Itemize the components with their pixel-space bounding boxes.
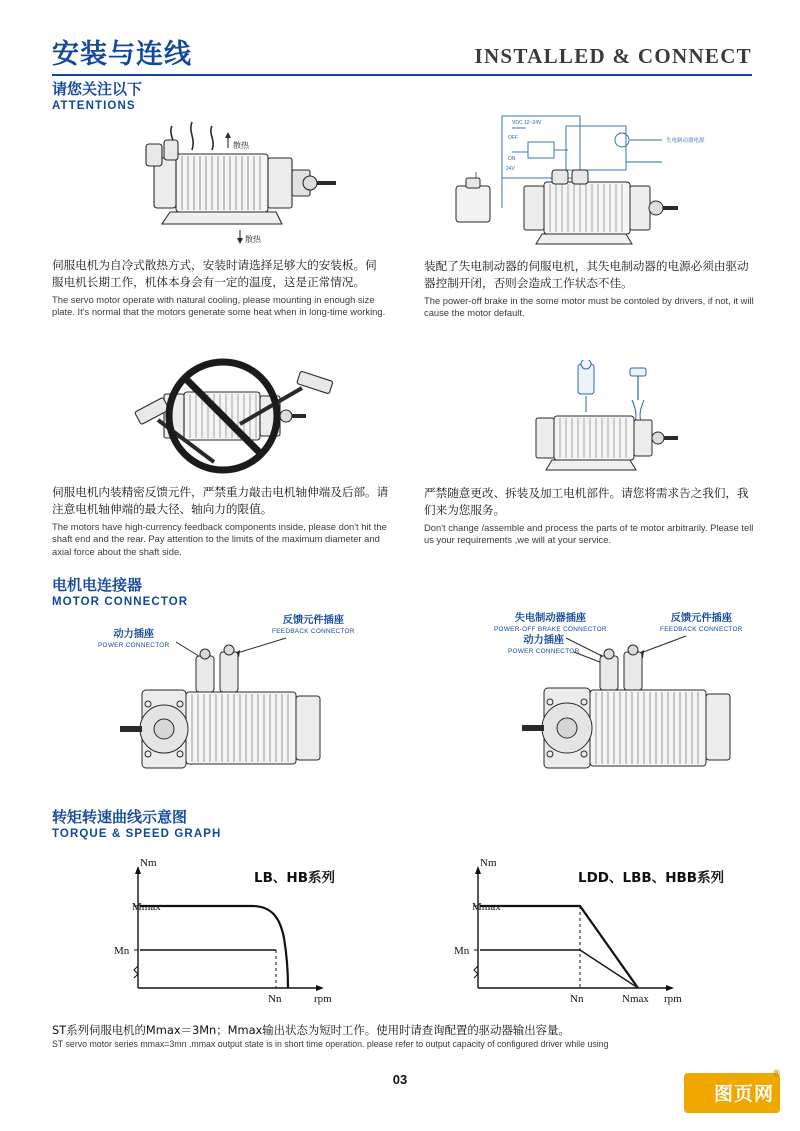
svg-text:Nn: Nn — [570, 993, 584, 1005]
svg-text:ON: ON — [508, 156, 516, 162]
illustration-motor-connector-right — [490, 608, 770, 796]
section-heading-graph-en: TORQUE & SPEED GRAPH — [52, 828, 222, 840]
connector-label-feedback-right-cn: 反馈元件插座 — [670, 613, 732, 624]
section-heading-attentions — [52, 80, 142, 114]
connector-label-power-left-en: POWER CONNECTOR — [98, 642, 170, 649]
svg-text:VDC 12~24V: VDC 12~24V — [512, 120, 542, 126]
connector-label-feedback-right-en: FEEDBACK CONNECTOR — [660, 626, 743, 633]
section-heading-connector-en: MOTOR CONNECTOR — [52, 596, 189, 608]
connector-label-power-left-cn: 动力插座 — [113, 629, 155, 640]
page-number: 03 — [392, 1072, 408, 1087]
section-heading-attentions-en: ATTENTIONS — [52, 100, 136, 112]
caption-natural-cooling-cn: 伺服电机为自冷式散热方式，安装时请选择足够大的安装板。伺服电机长期工作，机体本身会有一定的温度，这是正常情况。 — [52, 258, 377, 289]
svg-text:rpm: rpm — [664, 993, 682, 1005]
connector-label-power-right-cn: 动力插座 — [523, 635, 565, 646]
caption-natural-cooling — [52, 257, 387, 319]
section-heading-connector — [52, 576, 188, 610]
caption-natural-cooling-en: The servo motor operate with natural cooling, please mounting in enough size plate. It's normal that the motors generate some heat when in long-time working. — [52, 294, 386, 318]
svg-text:OFF: OFF — [508, 135, 518, 141]
caption-brake-power-en: The power-off brake in the some motor must be contoled by drivers, if not, it will cause the motor default. — [424, 295, 754, 319]
svg-text:Mmax: Mmax — [132, 901, 161, 913]
section-heading-attentions-cn: 请您关注以下 — [52, 80, 143, 98]
caption-no-hammering — [52, 484, 394, 558]
chart-right — [452, 852, 712, 1012]
svg-text:24V: 24V — [506, 166, 515, 172]
section-heading-graph — [52, 808, 221, 842]
chart-title-left: LB、HB系列 — [254, 870, 335, 886]
watermark-registered-mark: ® — [773, 1068, 780, 1078]
caption-no-hammering-en: The motors have high-currency feedback components inside, please don't hit the shaft end and the rear. Pay attention to the limits of the maximum diameter and axial force about the shaft side. — [52, 521, 387, 557]
svg-text:rpm: rpm — [314, 993, 332, 1005]
svg-text:散热: 散热 — [233, 141, 249, 150]
svg-text:失电制动器电源: 失电制动器电源 — [666, 138, 705, 144]
footer-note-en: ST servo motor series mmax=3mn .mmax output state is in short time operation. please refer to output capacity of configured driver while using — [52, 1039, 609, 1049]
illustration-no-hammering — [110, 358, 360, 480]
connector-label-brake-right-en: POWER-OFF BRAKE CONNECTOR — [494, 626, 607, 633]
svg-text:Nm: Nm — [140, 857, 157, 869]
caption-brake-power-cn: 装配了失电制动器的伺服电机，其失电制动器的电源必须由驱动器控制开闭，否则会造成工作状态不佳。 — [424, 259, 749, 290]
header-divider — [52, 74, 752, 76]
caption-no-disassembly-cn: 严禁随意更改、拆装及加工电机部件。请您将需求告之我们，我们来为您服务。 — [424, 486, 749, 517]
caption-no-disassembly — [424, 485, 754, 547]
section-heading-graph-cn: 转矩转速曲线示意图 — [52, 808, 188, 826]
svg-text:Nmax: Nmax — [622, 993, 649, 1005]
page-title-cn: 安装与连线 — [52, 39, 192, 70]
caption-brake-power — [424, 258, 754, 320]
caption-no-hammering-cn: 伺服电机内装精密反馈元件，严禁重力敲击电机轴伸端及后部。请注意电机轴伸端的最大径、轴向力的限值。 — [52, 485, 389, 516]
connector-label-power-right-en: POWER CONNECTOR — [508, 648, 580, 655]
svg-text:Mn: Mn — [114, 945, 130, 957]
watermark-text: 图页网 — [713, 1083, 774, 1105]
chart-left — [112, 852, 362, 1012]
illustration-motor-connector-left — [90, 608, 390, 796]
chart-title-right: LDD、LBB、HBB系列 — [578, 870, 725, 886]
watermark — [672, 1068, 780, 1119]
illustration-natural-cooling — [110, 118, 360, 258]
illustration-no-disassembly — [500, 360, 700, 480]
section-heading-connector-cn: 电机电连接器 — [52, 576, 143, 594]
footer-note — [52, 1022, 752, 1050]
connector-label-feedback-left-cn: 反馈元件插座 — [282, 615, 344, 626]
caption-no-disassembly-en: Don't change /assemble and process the parts of te motor arbitrarily. Please tell us your requirements ,we will at your service. — [424, 522, 754, 546]
connector-label-feedback-left-en: FEEDBACK CONNECTOR — [272, 628, 355, 635]
svg-text:Nm: Nm — [480, 857, 497, 869]
svg-text:Mmax: Mmax — [472, 901, 501, 913]
svg-text:散热: 散热 — [245, 235, 261, 244]
svg-text:Mn: Mn — [454, 945, 470, 957]
page-title-en: INSTALLED & CONNECT — [474, 44, 752, 68]
connector-label-brake-right-cn: 失电制动器插座 — [514, 613, 587, 624]
illustration-brake-wiring — [416, 112, 736, 252]
page-header — [52, 32, 752, 80]
svg-text:Nn: Nn — [268, 993, 282, 1005]
footer-note-cn: ST系列伺服电机的Mmax＝3Mn；Mmax输出状态为短时工作。使用时请查询配置的驱动器输出容量。 — [52, 1023, 570, 1037]
